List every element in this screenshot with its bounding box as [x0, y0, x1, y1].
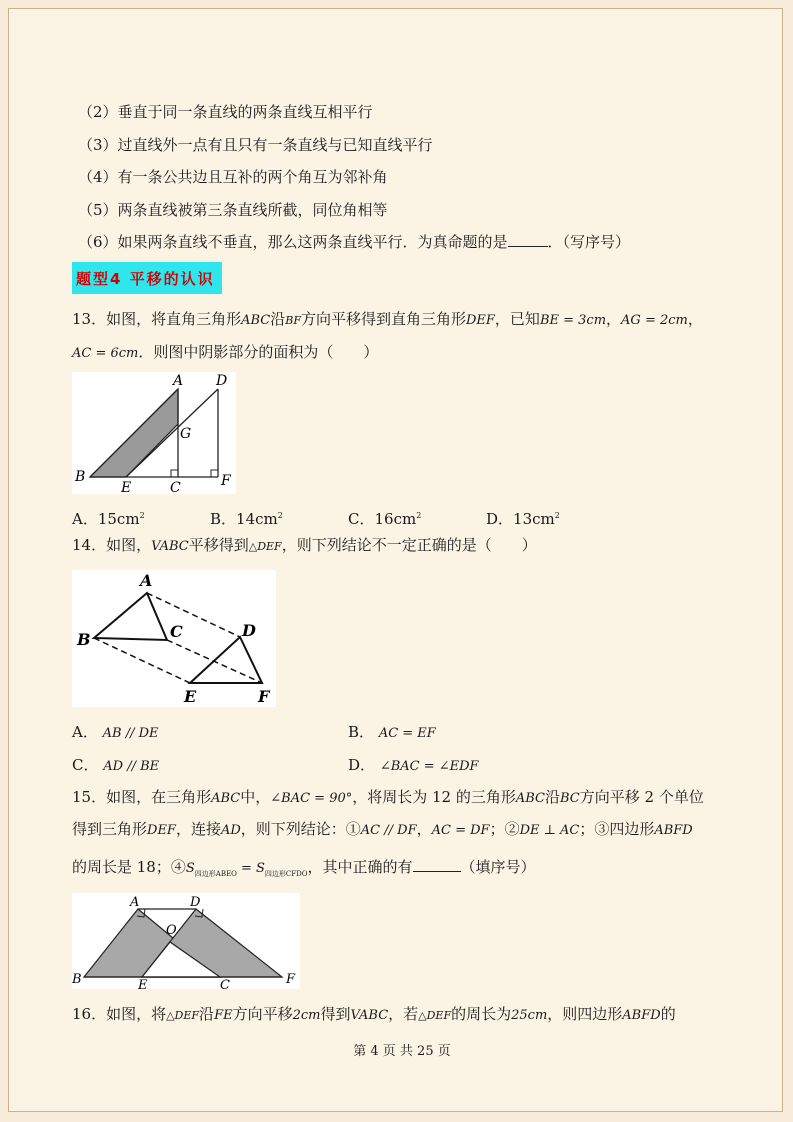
statement-4: （4）有一条公共边且互补的两个角互为邻补角: [78, 168, 388, 186]
statement-3: （3）过直线外一点有且只有一条直线与已知直线平行: [78, 136, 433, 154]
answer-blank[interactable]: [508, 232, 548, 247]
svg-text:D: D: [216, 373, 228, 389]
q14-option-c[interactable]: C． AD // BE: [72, 756, 160, 774]
svg-text:E: E: [184, 687, 197, 706]
q14-option-b[interactable]: B． AC = EF: [348, 723, 436, 741]
svg-text:B: B: [77, 630, 91, 649]
q15-line1: 15．如图，在三角形ABC中，∠BAC = 90°，将周长为 12 的三角形ABC沿BC方向平移 2 个单位: [72, 788, 704, 806]
q13-option-b[interactable]: B．$14cm^2$: [210, 510, 283, 528]
q14-option-a[interactable]: A． AB // DE: [72, 723, 159, 741]
svg-text:F: F: [258, 687, 270, 706]
q15-figure: [72, 893, 300, 989]
q13-line1: 13．如图，将直角三角形ABC沿BF方向平移得到直角三角形DEF，已知BE = 3cm，AG = 2cm，: [72, 310, 703, 328]
q13-option-d[interactable]: D．$13cm^2$: [486, 510, 560, 528]
section-title: 题型4 平移的认识: [72, 262, 222, 294]
svg-text:B: B: [72, 972, 82, 987]
svg-text:C: C: [170, 622, 183, 641]
svg-text:O: O: [166, 923, 177, 938]
svg-text:A: A: [140, 571, 153, 590]
q15-line3: 的周长是 18；$④S_{四边形ABEO} = S_{四边形CFDO}$，其中正确的有 （填序号）: [72, 858, 536, 878]
q13-option-a[interactable]: A．$15cm^2$: [72, 510, 145, 528]
svg-text:C: C: [170, 480, 181, 494]
statement-5: （5）两条直线被第三条直线所截，同位角相等: [78, 201, 388, 219]
q14-figure: [72, 570, 276, 707]
q15-line2: 得到三角形DEF，连接AD，则下列结论：①AC // DF，AC = DF；②DE ⊥ AC；③四边形ABFD: [72, 820, 693, 838]
q13-line2: AC = 6cm．则图中阴影部分的面积为（ ）: [72, 343, 379, 361]
q16-line: 16．如图，将△DEF沿FE方向平移2cm得到VABC，若△DEF的周长为25cm，则四边形ABFD的: [72, 1005, 676, 1023]
statement-6: （6）如果两条直线不垂直，那么这两条直线平行．为真命题的是 ．（写序号）: [78, 233, 631, 251]
svg-text:G: G: [180, 426, 192, 442]
svg-text:D: D: [190, 895, 201, 910]
svg-text:F: F: [221, 473, 231, 489]
svg-text:E: E: [138, 978, 148, 989]
q14-option-d[interactable]: D． ∠BAC = ∠EDF: [348, 756, 479, 774]
q13-figure: [72, 372, 236, 494]
page-footer: 第 4 页 共 25 页: [353, 1044, 451, 1059]
q15-answer-blank[interactable]: [413, 857, 461, 872]
q13-option-c[interactable]: C．$16cm^2$: [348, 510, 422, 528]
svg-text:B: B: [75, 469, 86, 485]
svg-text:A: A: [173, 373, 184, 389]
statement-2: （2）垂直于同一条直线的两条直线互相平行: [78, 103, 373, 121]
svg-text:D: D: [242, 621, 256, 640]
svg-text:C: C: [220, 978, 230, 989]
svg-text:E: E: [121, 480, 132, 494]
q14-line: 14．如图，VABC平移得到△DEF，则下列结论不一定正确的是（ ）: [72, 536, 537, 554]
svg-text:A: A: [130, 895, 140, 910]
svg-text:F: F: [286, 972, 296, 987]
